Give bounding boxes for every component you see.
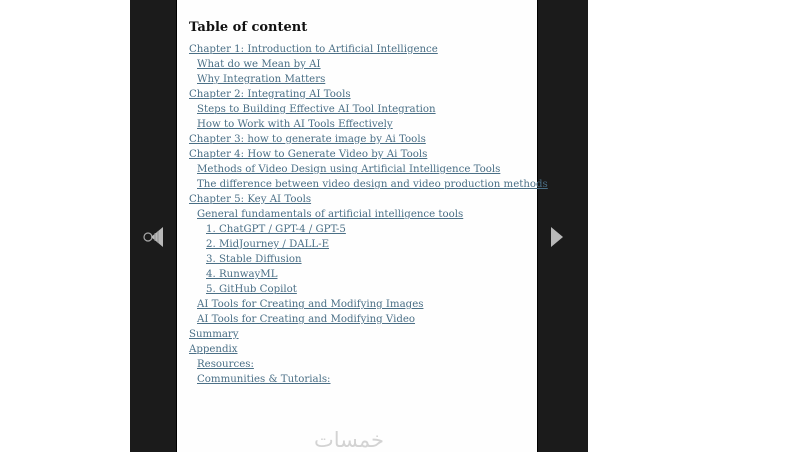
- toc-item: [189, 312, 548, 327]
- toc-link[interactable]: Chapter 4: How to Generate Video by Ai Tools: [189, 149, 428, 160]
- toc-link[interactable]: Methods of Video Design using Artificial Intelligence Tools: [197, 164, 501, 175]
- toc-link[interactable]: AI Tools for Creating and Modifying Images: [197, 299, 424, 310]
- toc-link[interactable]: Resources:: [197, 359, 254, 370]
- toc-item: [189, 222, 548, 237]
- toc-link[interactable]: General fundamentals of artificial intelligence tools: [197, 209, 464, 220]
- document-viewer: [130, 0, 588, 452]
- toc-item: [189, 252, 548, 267]
- toc-link[interactable]: What do we Mean by AI: [197, 59, 321, 70]
- toc-item: [189, 237, 548, 252]
- toc-link[interactable]: Chapter 5: Key AI Tools: [189, 194, 312, 205]
- document-page: [176, 0, 548, 452]
- toc-link[interactable]: Chapter 3: how to generate image by Ai Tools: [189, 134, 426, 145]
- toc-item: [189, 72, 548, 87]
- toc-item: [189, 342, 548, 357]
- chevron-right-icon: [547, 226, 569, 248]
- toc-link[interactable]: The difference between video design and video production methods: [197, 179, 548, 190]
- toc-link[interactable]: Steps to Building Effective AI Tool Integration: [197, 104, 436, 115]
- toc-link[interactable]: Appendix: [189, 344, 238, 355]
- toc-item: [189, 147, 548, 162]
- watermark-logo: خمسات: [313, 428, 385, 452]
- toc-link[interactable]: 4. RunwayML: [206, 269, 278, 280]
- toc-link[interactable]: Communities & Tutorials:: [197, 374, 331, 385]
- toc-item: [189, 297, 548, 312]
- toc-item: [189, 102, 548, 117]
- toc-link[interactable]: Why Integration Matters: [197, 74, 326, 85]
- toc-item: [189, 282, 548, 297]
- next-page-button[interactable]: [547, 226, 569, 248]
- toc-link[interactable]: 5. GitHub Copilot: [206, 284, 297, 295]
- toc-item: [189, 177, 548, 192]
- toc-link[interactable]: 3. Stable Diffusion: [206, 254, 302, 265]
- toc-item: [189, 132, 548, 147]
- toc-link[interactable]: AI Tools for Creating and Modifying Video: [197, 314, 416, 325]
- toc-item: [189, 327, 548, 342]
- table-of-contents: [189, 42, 548, 387]
- toc-item: [189, 207, 548, 222]
- toc-item: [189, 87, 548, 102]
- previous-page-button[interactable]: [142, 226, 164, 248]
- toc-item: [189, 267, 548, 282]
- toc-item: [189, 162, 548, 177]
- chevron-left-icon: [142, 226, 164, 248]
- toc-title: Table of content: [189, 20, 308, 35]
- toc-item: [189, 42, 548, 57]
- toc-link[interactable]: 2. MidJourney / DALL-E: [206, 239, 330, 250]
- toc-item: [189, 117, 548, 132]
- toc-item: [189, 357, 548, 372]
- toc-link[interactable]: Chapter 2: Integrating AI Tools: [189, 89, 351, 100]
- toc-link[interactable]: How to Work with AI Tools Effectively: [197, 119, 393, 130]
- toc-link[interactable]: Summary: [189, 329, 239, 340]
- toc-item: [189, 57, 548, 72]
- toc-link[interactable]: 1. ChatGPT / GPT-4 / GPT-5: [206, 224, 346, 235]
- toc-item: [189, 372, 548, 387]
- toc-link[interactable]: Chapter 1: Introduction to Artificial Intelligence: [189, 44, 438, 55]
- toc-item: [189, 192, 548, 207]
